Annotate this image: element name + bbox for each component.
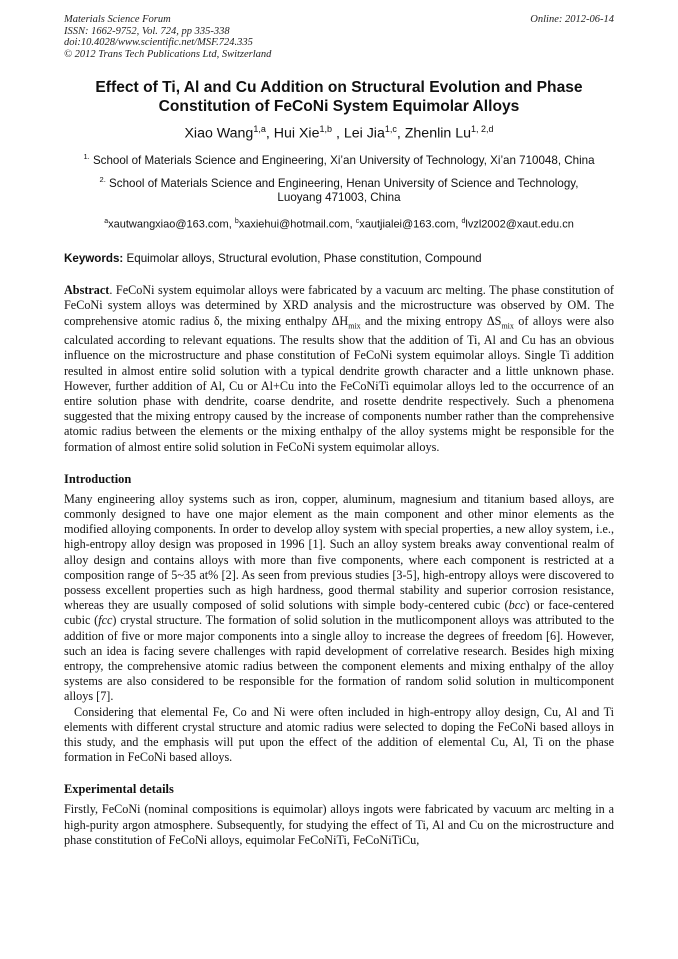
keywords-text: Equimolar alloys, Structural evolution, Phase constitution, Compound [126,252,482,266]
affiliation-sup: 1. [83,151,90,161]
italic-term: bcc [508,598,526,613]
email-sup: b [234,218,239,226]
online-date: Online: 2012-06-14 [530,14,614,25]
introduction-paragraph-1 [64,492,614,705]
affiliation-text: Luoyang 471003, China [277,191,401,205]
email-sup: d [461,218,466,226]
abstract-text: of alloys were also calculated according to relevant equations. The results show that the addition of Ti, Al and Cu has an obvious influence on the microstructure and phase constitution of FeCoNi system equimolar alloys. Single Ti addition resulted in almost entire solid solution with a typical dendrite growth character and a little unknown phase. However, further addition of Al, Cu or Al+Cu into the FeCoNiTi equimolar alloys led to the occurrence of an entire solution phase with dendrite, coarse dendrite, and rosette dendrite respectively. Such a phenomena suggested that the mixing entropy caused by the increase of components number rather than the comprehensive atomic radius between the elements or the mixing enthalpy of the alloy systems might be responsible for the formation of almost entire solid solution in FeCoNi system equimolar alloys. [64,313,615,454]
abstract [64,283,614,455]
email-link[interactable]: xautjialei@163.com [359,219,456,232]
author-name: Lei Jia [343,125,385,142]
email-list: $^a$xautwangxiao@163.com, $^b$xaxiehui@hotmail.com, $^c$xautjialei@163.com, $^d$lvzl2002@xaut.edu.cn [104,218,574,232]
affiliation-1 [64,149,614,168]
author-sup: 1,c [384,124,397,134]
doi: doi:10.4028/www.scientific.net/MSF.724.335 [64,37,253,48]
keywords [64,251,614,266]
subscript: mix [348,320,361,330]
affiliation-text: School of Materials Science and Engineering, Henan University of Science and Technology, [109,176,579,190]
author-name: Xiao Wang [184,125,254,142]
italic-term: fcc [98,613,113,628]
abstract-label: Abstract [64,283,110,298]
section-heading-experimental: Experimental details [64,782,174,797]
affiliation-sup: 2. [99,174,106,184]
email-link[interactable]: xautwangxiao@163.com [108,219,229,232]
paragraph-text: ) crystal structure. The formation of solid solution in the mutlicomponent alloys was attributed to the addition of five or more major components into a single alloy to increase the degrees of freedom [6]. However, such an idea is facing severe challenges with rapid development of correlative research. Besides high mixing entropy, the comprehensive atomic radius between the component elements and mixing enthalpy of the alloy systems are also considered to be responsible for the formation of random solid solution in multicomponent alloys [7]. [64,613,614,704]
affiliation-text: School of Materials Science and Engineering, Xi’an University of Technology, Xi’an 710048, China [92,153,595,167]
subscript: mix [501,320,514,330]
section-heading-introduction: Introduction [64,471,132,486]
title-line-2: Constitution of FeCoNi System Equimolar Alloys [158,98,520,115]
affiliation-2 [64,172,614,206]
paper-title [64,78,614,116]
keywords-label: Keywords: [64,252,124,266]
author-name: Hui Xie [273,125,320,142]
author-list: Xiao Wang$^{1,a}$, Hui Xie$^{1,b}$ , Lei Jia$^{1,c}$, Zhenlin Lu$^{1, 2,d}$ [184,124,494,142]
journal-header [64,14,614,60]
author-name: Zhenlin Lu [404,125,472,142]
issn: ISSN: 1662-9752, Vol. 724, pp 335-338 [64,25,230,37]
email-link[interactable]: xaxiehui@hotmail.com [238,219,350,232]
author-sup: 1,b [319,124,332,134]
abstract-text: . FeCoNi system equimolar alloys were fabricated by a vacuum arc melting. The phase constitution of FeCoNi system alloys was determined by XRD analysis and the microstructure was observed by OM. The comprehensive atomic radius δ, the mixing enthalpy ΔH [64,283,614,328]
author-sup: 1, 2,d [471,124,494,134]
email-link[interactable]: lvzl2002@xaut.edu.cn [465,219,574,232]
experimental-paragraph-1: Firstly, FeCoNi (nominal compositions is equimolar) alloys ingots were fabricated by vacuum arc melting in a high-purity argon atmosphere. Subsequently, for studying the effect of Ti, Al and Cu on the microstructure and phase constitution of FeCoNi alloys, equimolar FeCoNiTi, FeCoNiTiCu, [64,802,614,847]
journal-name: Materials Science Forum [64,14,171,25]
title-line-1: Effect of Ti, Al and Cu Addition on Structural Evolution and Phase [95,79,583,96]
paragraph-text: Many engineering alloy systems such as iron, copper, aluminum, magnesium and titanium based alloys, are commonly designed to have one major element as the main component and other minor elements as the modified alloying components. In order to develop alloy system with special properties, a new alloy system, i.e., high-entropy alloy design was proposed in 1996 [1]. Such an alloy system breaks away conventional realm of alloy design and contains alloys with more than five components, where each component is restricted at a composition range of 5~35 at% [2]. As seen from previous studies [3-5], high-entropy alloys were discovered to possess excellent properties such as high hardness, good thermal stability and superior corrosion resistance, whereas they are usually composed of solid solutions with simple body-centered cubic ( [64,491,614,613]
email-sup: a [104,218,109,226]
abstract-text: and the mixing entropy ΔS [360,313,502,328]
introduction-paragraph-2: Considering that elemental Fe, Co and Ni were often included in high-entropy alloy design, Cu, Al and Ti elements with different crystal structure and atomic radius were selected to doping the FeCoNi based alloys in this study, and the emphasis will put upon the effect of the addition of elemental Cu, Al, Ti on the phase formation in FeCoNi based alloys. [64,704,614,765]
email-sup: c [355,218,360,226]
copyright: © 2012 Trans Tech Publications Ltd, Switzerland [64,48,272,60]
author-sup: 1,a [253,124,266,134]
paragraph-text: ) or face-centered cubic ( [64,598,615,628]
